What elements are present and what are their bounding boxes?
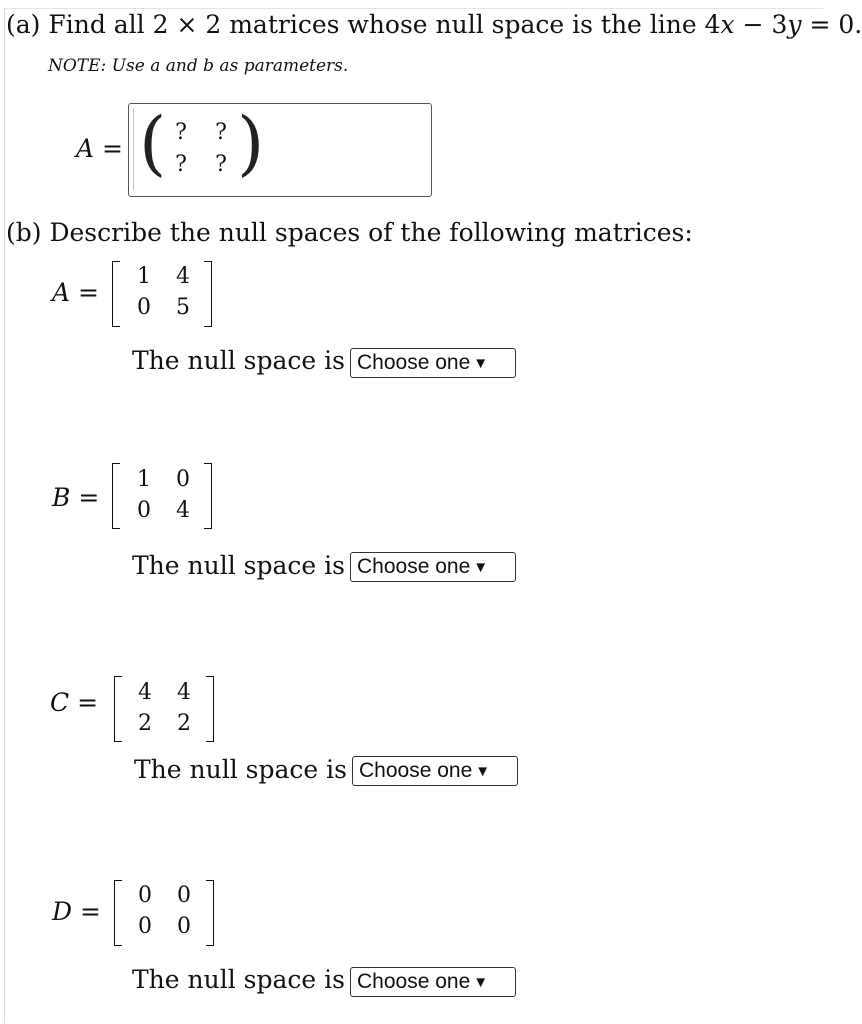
matrix-d-left-bracket	[114, 880, 122, 946]
note-label: NOTE:	[48, 56, 107, 76]
select-c-value: Choose one	[359, 759, 473, 782]
null-space-select-d[interactable]	[350, 967, 516, 997]
matrix-c-cell: 4	[177, 680, 191, 705]
null-space-prompt-b: The null space is	[132, 551, 345, 580]
matrix-b-cell: 4	[176, 498, 190, 523]
matrix-d-cell: 0	[177, 914, 191, 939]
matrix-a-cell: 5	[176, 295, 190, 320]
part-a-note	[48, 56, 348, 76]
matrix-cell-input[interactable]: ?	[175, 120, 187, 145]
select-b-value: Choose one	[357, 555, 471, 578]
x-variable: x	[720, 10, 735, 39]
part-a-text-mid: − 3	[734, 10, 788, 39]
part-b-text: Describe the null spaces of the following matrices:	[49, 218, 693, 247]
part-b-question	[6, 218, 693, 247]
matrix-d-cell: 0	[138, 883, 152, 908]
matrix-c-right-bracket	[206, 676, 214, 742]
matrix-a-answer-equals: =	[102, 134, 123, 163]
matrix-b-cell: 1	[137, 467, 151, 492]
matrix-a-answer-name: A	[76, 134, 95, 163]
matrix-a-equals: =	[78, 278, 99, 307]
matrix-d-equals: =	[80, 897, 101, 926]
dropdown-arrow-icon: ▼	[475, 762, 491, 780]
dropdown-arrow-icon: ▼	[473, 558, 489, 576]
part-b-label: (b)	[6, 218, 42, 247]
matrix-d-label	[52, 897, 101, 926]
matrix-c-label	[50, 688, 98, 717]
null-space-prompt-c: The null space is	[134, 755, 347, 784]
matrix-a-answer-label	[76, 134, 123, 163]
part-a-text-before: Find all 2 × 2 matrices whose null space is the line 4	[48, 10, 721, 39]
matrix-c-left-bracket	[114, 676, 122, 742]
matrix-c-cell: 2	[138, 711, 152, 736]
matrix-a-left-bracket	[112, 261, 120, 327]
matrix-answer-box[interactable]	[128, 103, 432, 197]
note-text-1: Use	[111, 56, 151, 76]
note-param-b: b	[203, 56, 215, 76]
matrix-cell-input[interactable]: ?	[215, 152, 227, 177]
note-text-2: and	[160, 56, 204, 76]
left-paren: (	[139, 102, 167, 184]
null-space-prompt-d: The null space is	[132, 965, 345, 994]
matrix-b-label	[52, 483, 99, 512]
matrix-a-cell: 4	[176, 264, 190, 289]
null-space-prompt-a: The null space is	[132, 346, 345, 375]
matrix-c-cell: 2	[177, 711, 191, 736]
part-a-label: (a)	[6, 10, 41, 39]
matrix-c-cell: 4	[138, 680, 152, 705]
note-param-a: a	[150, 56, 161, 76]
y-variable: y	[787, 10, 802, 39]
matrix-b-equals: =	[78, 483, 100, 512]
matrix-a-cell: 0	[137, 295, 151, 320]
null-space-select-c[interactable]	[352, 756, 518, 786]
dropdown-arrow-icon: ▼	[473, 354, 489, 372]
null-space-select-a[interactable]	[350, 348, 516, 378]
dropdown-arrow-icon: ▼	[473, 973, 489, 991]
matrix-b-name: B	[52, 483, 71, 512]
matrix-d-cell: 0	[138, 914, 152, 939]
matrix-a-name: A	[52, 278, 71, 307]
select-a-value: Choose one	[357, 351, 471, 374]
matrix-b-right-bracket	[204, 463, 212, 529]
matrix-b-left-bracket	[112, 463, 120, 529]
matrix-d-name: D	[52, 897, 73, 926]
note-text-3: as parameters.	[214, 56, 349, 76]
matrix-cell-input[interactable]: ?	[215, 120, 227, 145]
select-d-value: Choose one	[357, 970, 471, 993]
matrix-cell-input[interactable]: ?	[175, 152, 187, 177]
right-paren: )	[237, 102, 265, 184]
matrix-b-cell: 0	[137, 498, 151, 523]
matrix-d-right-bracket	[206, 880, 214, 946]
matrix-c-equals: =	[77, 688, 99, 717]
matrix-b-cell: 0	[176, 467, 190, 492]
matrix-a-cell: 1	[137, 264, 151, 289]
matrix-d-cell: 0	[177, 883, 191, 908]
part-a-text-end: = 0.	[801, 10, 862, 39]
part-a-question	[6, 10, 862, 39]
matrix-c-name: C	[50, 688, 70, 717]
matrix-a-label	[52, 278, 99, 307]
null-space-select-b[interactable]	[350, 552, 516, 582]
matrix-a-right-bracket	[204, 261, 212, 327]
